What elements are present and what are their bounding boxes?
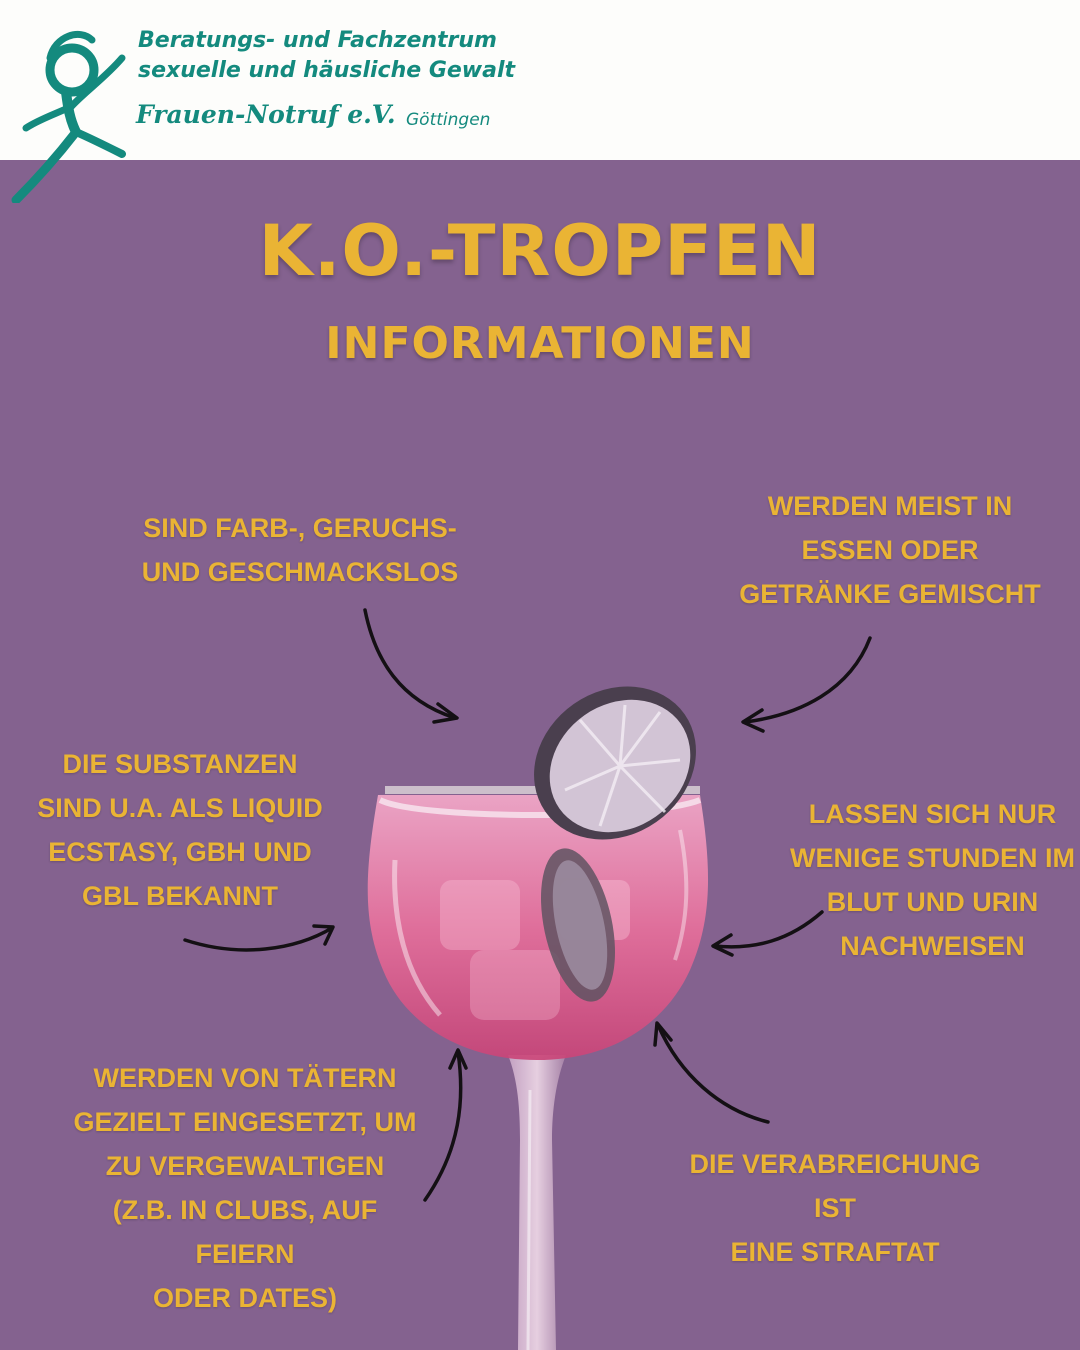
page-title: K.O.-TROPFEN [258,210,822,292]
arrow-icon-fact2 [743,638,870,731]
fact-administration-is-crime: DIE VERABREICHUNG IST EINE STRAFTAT [689,1149,981,1267]
org-tagline-line1: Beratungs- und Fachzentrum [138,28,497,53]
fact-substances-known-as: DIE SUBSTANZEN SIND U.A. ALS LIQUID ECSTASY, GBH UND GBL BEKANNT [37,749,323,911]
glass-bowl [368,790,708,1060]
fact-mixed-into-food-drinks: WERDEN MEIST IN ESSEN ODER GETRÄNKE GEMISCHT [739,491,1041,609]
fact-used-by-perpetrators: WERDEN VON TÄTERN GEZIELT EINGESETZT, UM ZU VERGEWALTIGEN (Z.B. IN CLUBS, AUF FEIERN ODER DATES) [73,1063,417,1313]
org-tagline-line2: sexuelle und häusliche Gewalt [138,58,516,83]
fact-colorless-odorless: SIND FARB-, GERUCHS- UND GESCHMACKSLOS [141,513,459,587]
glass-stem [508,1055,566,1350]
arrow-icon-fact3 [185,926,333,950]
fact-detectable-few-hours: LASSEN SICH NUR WENIGE STUNDEN IM BLUT UND URIN NACHWEISEN [790,799,1076,961]
page-subtitle: INFORMATIONEN [325,318,755,369]
org-name: Frauen-Notruf e.V. [136,100,396,129]
arrow-icon-fact5 [425,1050,466,1200]
arrow-icon-fact6 [655,1023,768,1122]
org-city: Göttingen [406,110,491,130]
arrow-icon-fact1 [365,610,457,722]
